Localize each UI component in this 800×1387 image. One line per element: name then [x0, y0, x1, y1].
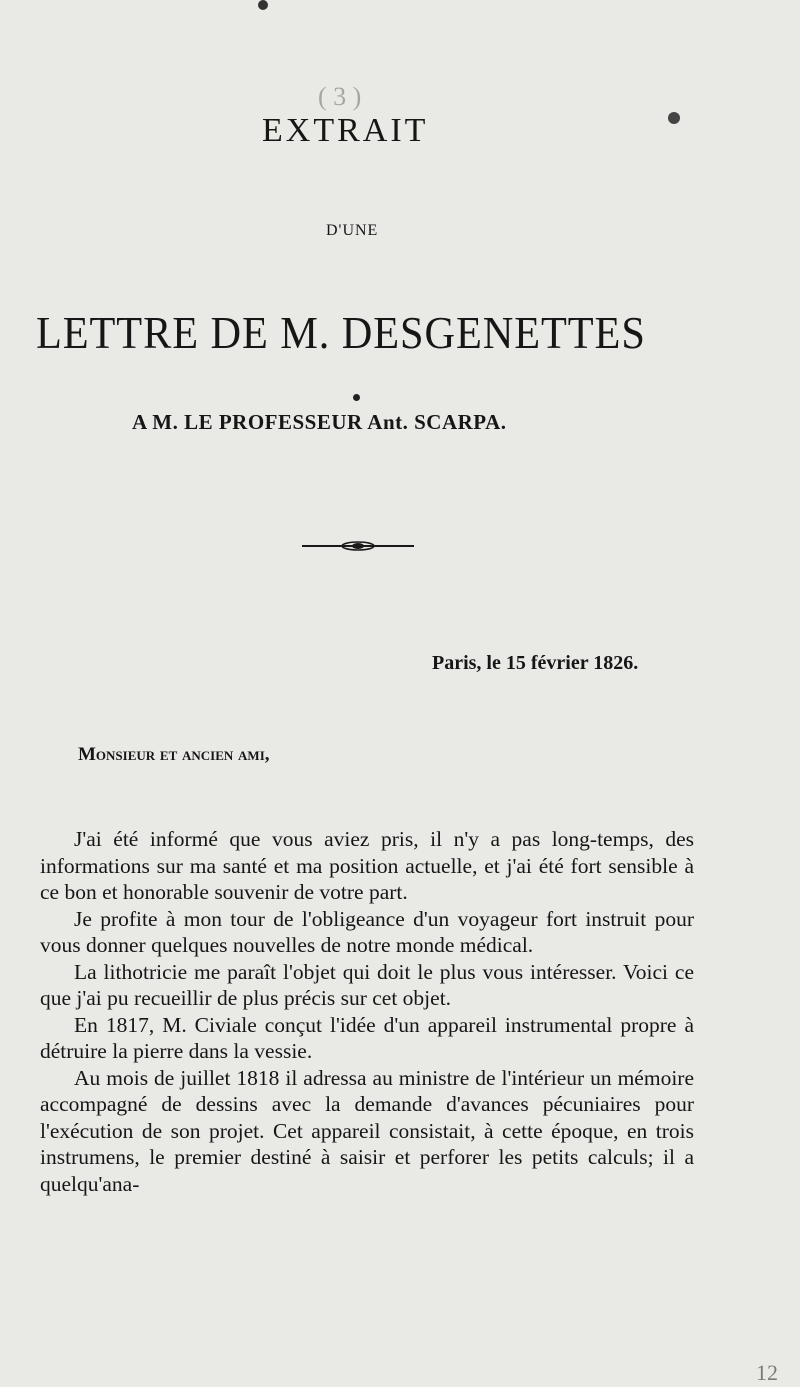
title-addressee: A M. LE PROFESSEUR Ant. SCARPA. [132, 410, 507, 434]
ink-spot [668, 112, 680, 124]
salutation: Monsieur et ancien ami, [78, 744, 270, 765]
title-lettre: LETTRE DE M. DESGENETTES [36, 307, 646, 358]
title-extrait: EXTRAIT [262, 112, 429, 149]
paragraph: Je profite à mon tour de l'obligeance d'un voyageur fort instruit pour vous donner quelques nouvelles de notre monde médical. [40, 906, 694, 957]
paragraph: La lithotricie me paraît l'objet qui doit le plus vous intéresser. Voici ce que j'ai pu recueillir de plus précis sur cet objet. [40, 959, 694, 1010]
paragraph: J'ai été informé que vous aviez pris, il n'y a pas long-temps, des informations sur ma santé et ma position actuelle, et j'ai été fort sensible à ce bon et honorable souvenir de votre part. [40, 827, 694, 904]
letter-body [40, 826, 694, 1197]
corner-mark: 12 [756, 1360, 778, 1385]
divider-ornament [300, 536, 416, 556]
ink-spot [258, 0, 268, 10]
page-number: ( 3 ) [318, 82, 362, 111]
paragraph: En 1817, M. Civiale conçut l'idée d'un appareil instrumental propre à détruire la pierre dans la vessie. [40, 1012, 694, 1063]
paragraph: Au mois de juillet 1818 il adressa au ministre de l'intérieur un mémoire accompagné de dessins avec la demande d'avances pécuniaires pour l'exécution de son projet. Cet appareil consistait, à cette époque, en trois instrumens, le premier destiné à saisir et perforer les petits calculs; il a quelqu'ana- [40, 1065, 694, 1196]
ink-spot [353, 394, 360, 401]
title-d-une: D'UNE [326, 222, 379, 239]
dateline: Paris, le 15 février 1826. [432, 652, 639, 674]
